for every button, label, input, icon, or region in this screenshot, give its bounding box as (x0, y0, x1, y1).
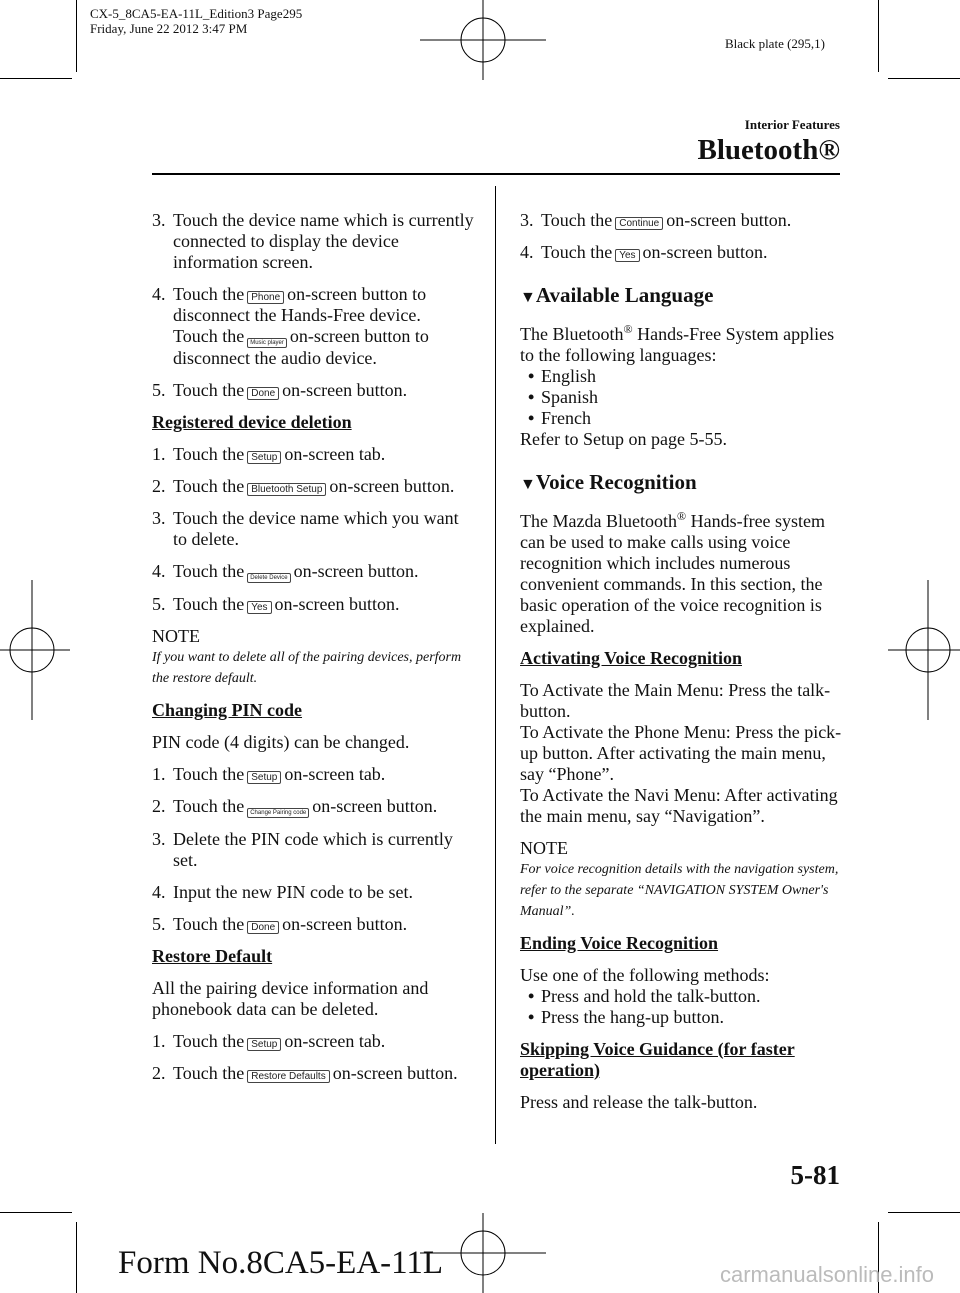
subheading: Skipping Voice Guidance (for faster operation) (520, 1039, 795, 1080)
left-column (152, 210, 477, 1084)
section-heading: ▼Available Language (520, 283, 714, 307)
done-button-icon: Done (247, 921, 279, 934)
step-item: 1. Touch the Setup on-screen tab. (152, 764, 386, 784)
step-item: Touch the Music player on-screen button to disconnect the audio device. (173, 326, 429, 368)
note-heading: NOTE (152, 626, 200, 646)
plate-label: Black plate (295,1) (725, 36, 825, 51)
delete-device-button-icon: Delete Device (247, 573, 290, 583)
paragraph: To Activate the Phone Menu: Press the pick-up button. After activating the main menu, say “Phone”. (520, 722, 842, 784)
step-item: 2. Touch the Bluetooth Setup on-screen button. (152, 476, 455, 496)
crop-mark (76, 0, 77, 72)
paragraph: To Activate the Navi Menu: After activating the main menu, say “Navigation”. (520, 785, 838, 826)
list-item: • French (528, 408, 591, 428)
setup-tab-icon: Setup (247, 451, 281, 464)
crop-mark (0, 78, 72, 79)
paragraph: Refer to Setup on page 5-55. (520, 429, 727, 449)
crop-mark (76, 1222, 77, 1293)
crop-mark (878, 0, 879, 72)
triangle-bullet-icon: ▼ (520, 289, 536, 306)
step-item: 4. Touch the Yes on-screen button. (520, 242, 768, 262)
step-item: 1. Touch the Setup on-screen tab. (152, 444, 386, 464)
crop-mark (888, 1212, 960, 1213)
subheading: Changing PIN code (152, 700, 303, 720)
subheading: Restore Default (152, 946, 273, 966)
step-item: 3. Touch the Continue on-screen button. (520, 210, 792, 230)
yes-button-icon: Yes (247, 601, 271, 614)
crop-mark (888, 78, 960, 79)
crop-mark (0, 1212, 72, 1213)
subheading: Ending Voice Recognition (520, 933, 719, 953)
step-item: 2. Touch the Change Pairing code on-screen button. (152, 796, 438, 816)
bluetooth-setup-button-icon: Bluetooth Setup (247, 483, 326, 496)
setup-tab-icon: Setup (247, 771, 281, 784)
registration-mark-right (888, 580, 960, 720)
note-text: If you want to delete all of the pairing devices, perform the restore default. (152, 650, 462, 686)
section-label: Interior Features (744, 117, 840, 132)
subheading: Registered device deletion (152, 412, 352, 432)
paragraph: PIN code (4 digits) can be changed. (152, 732, 410, 752)
section-heading: ▼Voice Recognition (520, 470, 697, 494)
setup-tab-icon: Setup (247, 1038, 281, 1051)
step-item: 4. Touch the Phone on-screen button to disconnect the Hands-Free device. (152, 284, 427, 325)
page-title: Bluetooth® (697, 134, 840, 166)
paragraph: All the pairing device information and phonebook data can be deleted. (152, 978, 429, 1019)
step-item: 5. Touch the Yes on-screen button. (152, 594, 400, 614)
step-item: 2. Touch the Restore Defaults on-screen button. (152, 1063, 458, 1083)
list-item: • English (528, 366, 597, 386)
done-button-icon: Done (247, 387, 279, 400)
triangle-bullet-icon: ▼ (520, 476, 536, 493)
registration-mark-left (0, 580, 70, 720)
step-item: 4. Touch the Delete Device on-screen button. (152, 561, 419, 581)
step-item: 1. Touch the Setup on-screen tab. (152, 1031, 386, 1051)
step-item: 3. Delete the PIN code which is currently set. (152, 829, 453, 870)
step-item: 4. Input the new PIN code to be set. (152, 882, 413, 902)
paragraph: The Mazda Bluetooth® Hands-free system can be used to make calls using voice recognition which includes numerous convenient commands. In this section, the basic operation of the voice recognition is explained. (520, 509, 826, 636)
paragraph: The Bluetooth® Hands-Free System applies to the following languages: (520, 322, 835, 365)
watermark: carmanualsonline.info (720, 1262, 935, 1287)
note-text: For voice recognition details with the navigation system, refer to the separate “NAVIGATION SYSTEM Owner's Manual”. (520, 862, 839, 919)
paragraph: Press and release the talk-button. (520, 1092, 758, 1112)
step-item: 3. Touch the device name which you want to delete. (152, 508, 459, 549)
slug-line-1: CX-5_8CA5-EA-11L_Edition3 Page295 (90, 6, 303, 21)
registration-mark-top (420, 0, 546, 80)
paragraph: Use one of the following methods: (520, 965, 770, 985)
step-item: 5. Touch the Done on-screen button. (152, 380, 408, 400)
list-item: • Spanish (528, 387, 599, 407)
change-pairing-code-button-icon: Change Pairing code (247, 808, 309, 818)
yes-button-icon: Yes (615, 249, 639, 262)
page-number: 5-81 (790, 1160, 840, 1190)
continue-button-icon: Continue (615, 217, 663, 230)
right-column (520, 210, 845, 1113)
step-item: 3. Touch the device name which is currently connected to display the device information screen. (152, 210, 474, 272)
print-slug (90, 6, 302, 36)
subheading: Activating Voice Recognition (520, 648, 742, 668)
list-item: • Press and hold the talk-button. (528, 986, 761, 1006)
list-item: • Press the hang-up button. (528, 1007, 724, 1027)
form-number: Form No.8CA5-EA-11L (118, 1245, 444, 1281)
phone-button-icon: Phone (247, 291, 284, 304)
step-item: 5. Touch the Done on-screen button. (152, 914, 408, 934)
music-player-button-icon: Music player (247, 338, 287, 348)
header-rule (152, 173, 840, 175)
column-divider (495, 186, 496, 1144)
note-heading: NOTE (520, 838, 568, 858)
slug-line-2: Friday, June 22 2012 3:47 PM (90, 21, 248, 36)
paragraph: To Activate the Main Menu: Press the talk-button. (520, 680, 831, 721)
restore-defaults-button-icon: Restore Defaults (247, 1070, 329, 1083)
